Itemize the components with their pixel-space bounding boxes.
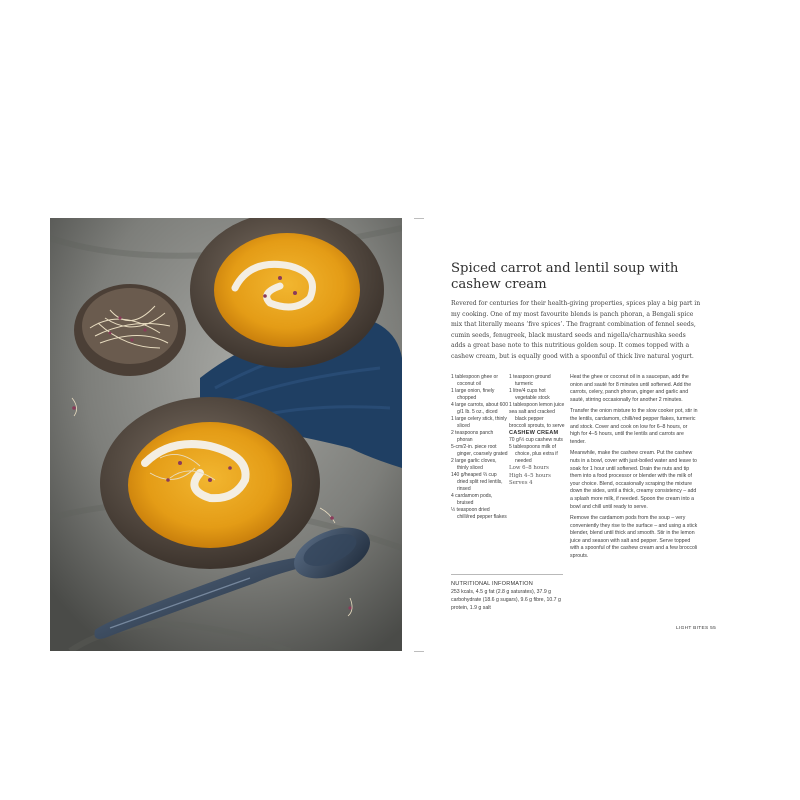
method-step: Remove the cardamom pods from the soup – very conveniently they rise to the surface – and using a stick blender, blend until thick and smooth. Stir in the lemon juice and season with salt and pepper. Serve topped with a spoonful of the cashew cream and a few broccoli sprouts. — [570, 515, 698, 560]
top-soup-bowl — [190, 218, 384, 368]
ingredient-item: 5-cm/2-in. piece root ginger, coarsely grated — [451, 444, 508, 457]
ingredient-item: 1 tablespoon ghee or coconut oil — [451, 374, 498, 387]
ingredient-item: 140 g/heaped ⅔ cup dried split red lentils, rinsed — [451, 472, 503, 492]
cook-time-low: Low 6–8 hours — [509, 465, 549, 471]
ingredient-item: 1 large celery stick, thinly sliced — [451, 416, 507, 429]
ingredients-column-1 — [451, 374, 509, 521]
crop-mark-top — [414, 218, 424, 219]
soup-photo — [50, 218, 402, 651]
crop-mark-bottom — [414, 651, 424, 652]
ingredient-item: 1 teaspoon ground turmeric — [509, 374, 551, 387]
page-folio: LIGHT BITES 55 — [676, 626, 717, 631]
ingredient-item: 70 g/½ cup cashew nuts — [509, 437, 563, 443]
cashew-cream-heading: CASHEW CREAM — [509, 430, 559, 436]
sprouts-bowl — [74, 284, 186, 376]
method-step: Meanwhile, make the cashew cream. Put the cashew nuts in a bowl, cover with just-boiled water and leave to soak for 1 hour until softened. Drain the nuts and tip them into a food processor or blender with the milk of your choice. Blend, occasionally scraping the mixture down the sides, until a thick, creamy consistency – add a splash more milk, if needed. Spoon the cream into a bowl and chill until ready to serve. — [570, 450, 697, 510]
ingredient-item: 4 large carrots, about 600 g/1 lb. 5 oz., diced — [451, 402, 508, 415]
ingredient-item: 2 large garlic cloves, thinly sliced — [451, 458, 497, 471]
recipe-intro: Revered for centuries for their health-giving properties, spices play a big part in my cooking. One of my most favourite blends is panch phoran, a Bengali spice mix that literally means ‘five spices’. The fragrant combination of fennel seeds, cumin seeds, fenugreek, black mustard seeds and nigella/charnushka seeds adds a great base note to this nutritious golden soup. It comes topped with a cashew cream, but is equally good with a spoonful of thick live natural yogurt. — [451, 300, 701, 360]
recipe-title: Spiced carrot and lentil soup with cashew cream — [451, 261, 679, 292]
cook-time-high: High 4–5 hours — [509, 472, 551, 479]
method-step: Heat the ghee or coconut oil in a saucepan, add the onion and sauté for 8 minutes until softened. Add the carrots, celery, panch phoran, ginger and garlic and sauté, stirring occasionally for another 2 minutes. — [570, 374, 692, 403]
nutrition-divider — [451, 574, 563, 575]
ingredient-item: 5 tablespoons milk of choice, plus extra if needed — [509, 444, 558, 464]
ingredients-column-2 — [509, 374, 565, 488]
ingredient-item: 1 litre/4 cups hot vegetable stock — [509, 388, 550, 401]
ingredient-item: 1 tablespoon lemon juice — [509, 402, 565, 408]
ingredient-item: 1 large onion, finely chopped — [451, 388, 495, 401]
nutrition-heading: NUTRITIONAL INFORMATION — [451, 581, 533, 587]
nutrition-text: 253 kcals, 4.5 g fat (2.8 g saturates), 37.9 g carbohydrate (18.6 g sugars), 9.6 g fibre, 10.7 g protein, 1.9 g salt — [451, 589, 561, 611]
ingredient-item: sea salt and cracked black pepper — [509, 409, 555, 422]
ingredient-item: 4 cardamom pods, bruised — [451, 493, 493, 506]
method — [570, 374, 698, 565]
serves: Serves 4 — [509, 480, 533, 486]
ingredient-item: 2 teaspoons panch phoran — [451, 430, 494, 443]
ingredient-item: broccoli sprouts, to serve — [509, 423, 565, 429]
bottom-soup-bowl — [100, 397, 320, 569]
ingredient-item: ½ teaspoon dried chilli/red pepper flakes — [451, 507, 507, 520]
method-step: Transfer the onion mixture to the slow cooker pot, stir in the lentils, cardamom, chilli/red pepper flakes, turmeric and stock. Cover and cook on low for 6–8 hours, or high for 4–5 hours, until the lentils and carrots are tender. — [570, 408, 698, 445]
